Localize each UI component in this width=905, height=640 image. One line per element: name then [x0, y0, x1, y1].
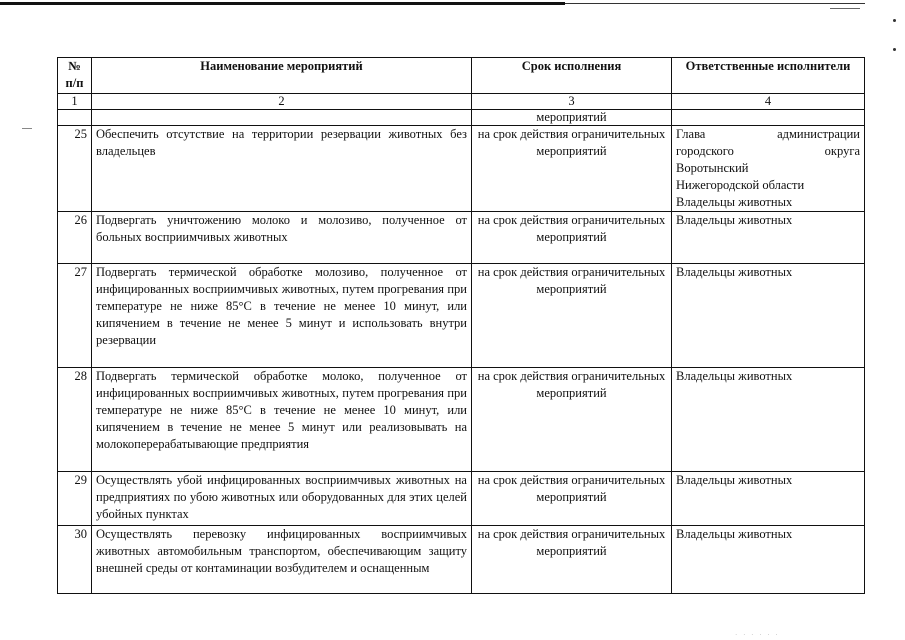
row-responsible: Владельцы животных	[672, 472, 865, 526]
row-responsible: Владельцы животных	[672, 212, 865, 264]
cell-term: мероприятий	[472, 110, 672, 126]
scan-artifact: · · · · · ·	[735, 631, 780, 639]
row-responsible: Владельцы животных	[672, 526, 865, 594]
scan-dot	[893, 19, 896, 22]
cell-name	[92, 110, 472, 126]
row-term: на срок действия ограничительных мероприятий	[472, 212, 672, 264]
cell-resp	[672, 110, 865, 126]
row-number: 25	[58, 126, 92, 212]
table-row	[58, 212, 865, 264]
table-row	[58, 264, 865, 368]
top-rule-thin	[565, 3, 865, 4]
header-row	[58, 58, 865, 94]
row-responsible: Владельцы животных	[672, 368, 865, 472]
margin-mark	[22, 128, 32, 129]
header-num: № п/п	[58, 58, 92, 94]
resp-line: Владельцы животных	[676, 195, 793, 209]
table-row	[58, 526, 865, 594]
row-responsible: Владельцы животных	[672, 264, 865, 368]
row-measure: Осуществлять убой инфицированных восприимчивых животных на предприятиях по убою животных или оборудованных для этих целей убойных пунктах	[92, 472, 472, 526]
row-responsible	[672, 126, 865, 212]
row-term: на срок действия ограничительных мероприятий	[472, 472, 672, 526]
resp-line: Воротынский	[676, 161, 749, 175]
row-term: на срок действия ограничительных мероприятий	[472, 264, 672, 368]
row-term: на срок действия ограничительных мероприятий	[472, 368, 672, 472]
resp-line: Глава администрации	[676, 127, 860, 141]
header-resp: Ответственные исполнители	[672, 58, 865, 94]
top-rule	[0, 2, 565, 5]
row-number: 26	[58, 212, 92, 264]
row-measure: Подвергать уничтожению молоко и молозиво, полученное от больных восприимчивых животных	[92, 212, 472, 264]
table-row	[58, 126, 865, 212]
scan-dot	[893, 48, 896, 51]
table-row	[58, 472, 865, 526]
corner-mark	[830, 8, 860, 9]
row-measure: Подвергать термической обработке молоко, полученное от инфицированных восприимчивых животных, путем прогревания при температуре не ниже 85°C в течение не менее 10 минут, или кипячением в течение не менее 5 минут или реализовывать на молокоперерабатывающие предприятия	[92, 368, 472, 472]
row-measure: Подвергать термической обработке молозиво, полученное от инфицированных восприимчивых животных, путем прогревания при температуре не ниже 85°C в течение не менее 10 минут, или кипячением в течение не менее 5 минут и использовать внутри резервации	[92, 264, 472, 368]
row-number: 28	[58, 368, 92, 472]
index-cell: 3	[472, 94, 672, 110]
measures-table	[57, 57, 865, 594]
row-measure: Обеспечить отсутствие на территории резервации животных без владельцев	[92, 126, 472, 212]
row-number: 29	[58, 472, 92, 526]
row-number: 30	[58, 526, 92, 594]
continuation-row	[58, 110, 865, 126]
row-term: на срок действия ограничительных мероприятий	[472, 526, 672, 594]
header-term: Срок исполнения	[472, 58, 672, 94]
row-term: на срок действия ограничительных мероприятий	[472, 126, 672, 212]
cell-num	[58, 110, 92, 126]
resp-line: городского округа	[676, 144, 860, 158]
row-number: 27	[58, 264, 92, 368]
table-row	[58, 368, 865, 472]
row-measure: Осуществлять перевозку инфицированных восприимчивых животных автомобильным транспортом, обеспечивающим защиту внешней среды от контаминации возбудителем и оснащенным	[92, 526, 472, 594]
resp-line: Нижегородской области	[676, 178, 805, 192]
header-name: Наименование мероприятий	[92, 58, 472, 94]
index-cell: 2	[92, 94, 472, 110]
index-cell: 1	[58, 94, 92, 110]
index-row	[58, 94, 865, 110]
index-cell: 4	[672, 94, 865, 110]
